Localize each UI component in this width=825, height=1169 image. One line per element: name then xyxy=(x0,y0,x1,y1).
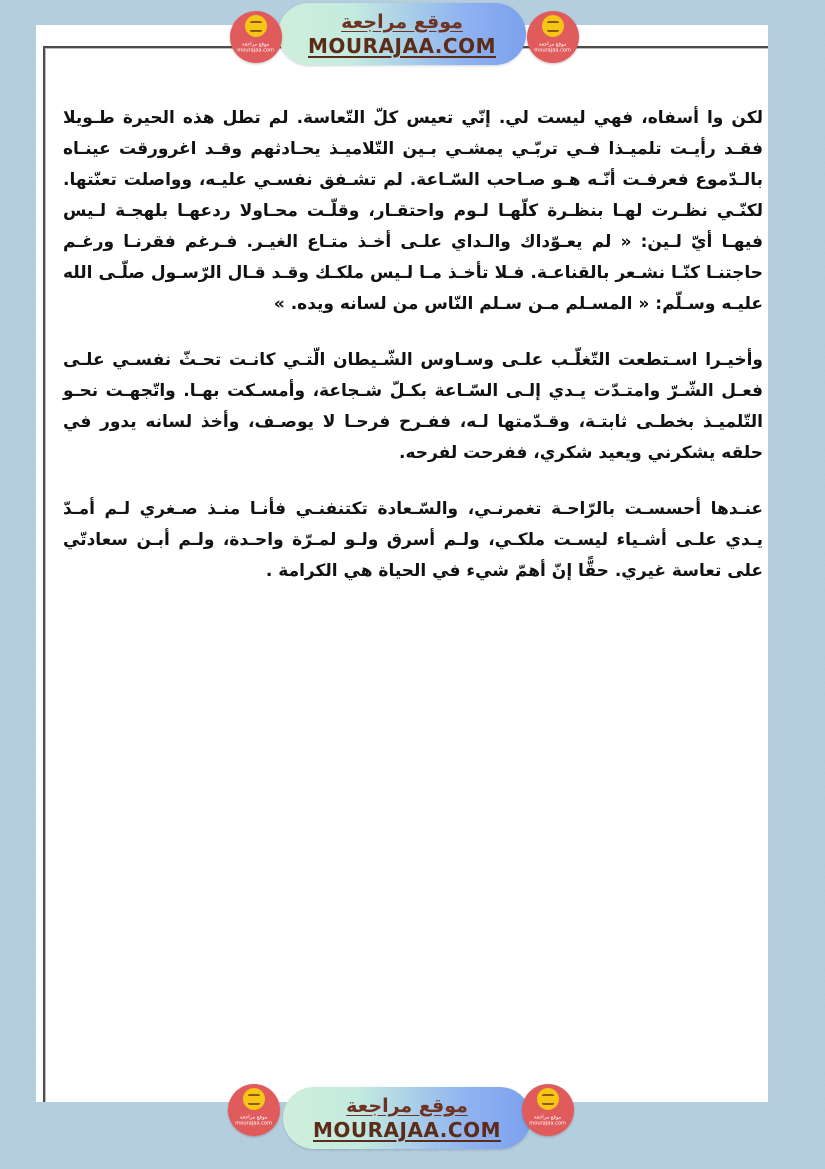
story-paragraph-3: عنـدها أحسسـت بالرّاحـة تغمرنـي، والسّـعادة تكتنفنـي فأنـا منـذ صـغري لـم أمـدّ يـدي علـى أشـياء ليسـت ملكـي، ولـم أسرق ولـو لمـرّة واحـدة، ولـم أبـن سعادتّي على تعاسة غيري. حقًّا إنّ أهمّ شيء في الحياة هي الكرامة . xyxy=(63,499,763,581)
site-name-arabic-link[interactable]: موقع مراجعة xyxy=(341,10,463,33)
site-domain-link[interactable]: MOURAJAA.COM xyxy=(313,1117,501,1142)
badge-logo-mark xyxy=(248,1094,260,1105)
site-name-arabic-link[interactable]: موقع مراجعة xyxy=(346,1094,468,1117)
badge-logo-icon xyxy=(245,15,267,37)
site-badge-right xyxy=(522,1084,574,1136)
document-sheet xyxy=(36,25,768,1102)
badge-logo-icon xyxy=(243,1088,265,1110)
badge-caption: موقع مراجعة mourajaa.com xyxy=(534,41,572,53)
site-badge-right xyxy=(527,11,579,63)
site-link-pill[interactable] xyxy=(283,1087,531,1149)
site-link-pill[interactable] xyxy=(278,3,526,65)
badge-caption: موقع مراجعة mourajaa.com xyxy=(235,1114,273,1126)
badge-caption: موقع مراجعة mourajaa.com xyxy=(237,41,275,53)
story-paragraph-1: لكن وا أسفاه، فهي ليست لي. إنّي تعيس كلّ التّعاسة. لم تطل هذه الحيرة طـويلا فقـد رأيـت تلميـذا فـي تربّـي يمشـي بـين التّلاميـذ يحـادثهم وقـد اغرورقت عينـاه بالـدّموع فعرفـت أنّـه هـو صـاحب السّـاعة. لم تشـفق نفسـي عليـه، وواصلت تعنّتها. لكنّـي نظـرت لهـا بنظـرة كلّهـا لـوم واحتقـار، وقلّـت محـاولا ردعهـا بلهجـة لـيس فيهـا أيّ لـين: « لم يعـوّداك والـداي علـى أخـذ متـاع الغيـر. فـرغم فقرنـا ورغـم حاجتنـا كنّـا نشـعر بالقناعـة. فـلا تأخـذ مـا لـيس ملكـك وقـد قـال الرّسـول صلّـى الله عليـه وسـلّم: « المسـلم مـن سـلم النّاس من لسانه ويده. » xyxy=(63,108,763,314)
badge-caption: موقع مراجعة mourajaa.com xyxy=(529,1114,567,1126)
badge-logo-icon xyxy=(537,1088,559,1110)
badge-logo-icon xyxy=(542,15,564,37)
site-badge-left xyxy=(230,11,282,63)
site-domain-link[interactable]: MOURAJAA.COM xyxy=(308,33,496,58)
site-badge-left xyxy=(228,1084,280,1136)
badge-logo-mark xyxy=(547,21,559,32)
badge-logo-mark xyxy=(250,21,262,32)
badge-logo-mark xyxy=(542,1094,554,1105)
story-text xyxy=(63,103,763,612)
story-paragraph-2: وأخيـرا اسـتطعت التّغلّـب علـى وسـاوس الشّـيطان الّتـي كانـت تحـثّ نفسـي علـى فعـل الشّـرّ وامتـدّت يـدي إلـى السّـاعة بكـلّ شـجاعة، وأمسـكت بهـا. واتّجهـت نحـو التّلميـذ بخطـى ثابتـة، وقـدّمتها لـه، ففـرح فرحـا لا يوصـف، وأخذ لسانه يدور في حلقه يشكرني ويعيد شكري، ففرحت لفرحه. xyxy=(63,350,763,463)
